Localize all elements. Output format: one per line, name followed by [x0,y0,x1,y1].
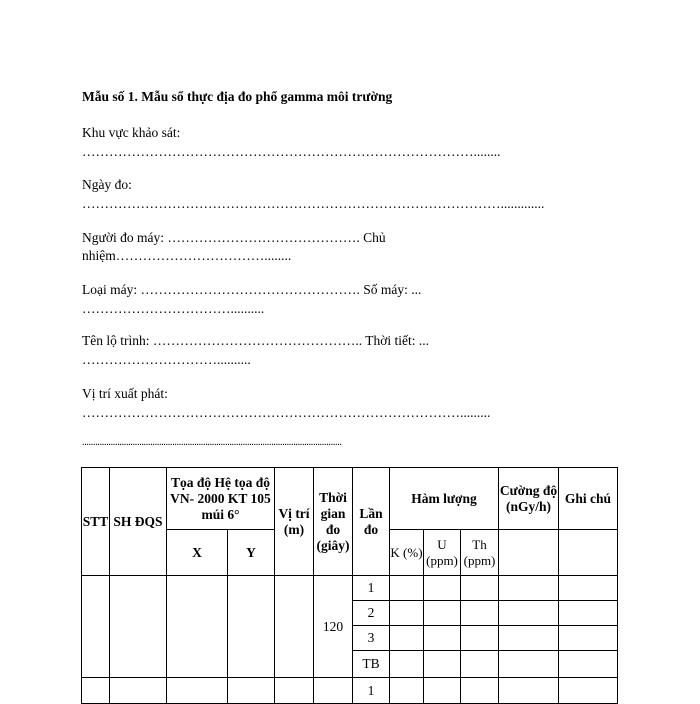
cell-k [390,651,424,678]
cell-th [461,651,499,678]
header-sh-dqs: SH ĐQS [110,468,167,576]
cell-ghi-chu [559,626,618,651]
chu-nhiem-line: nhiệm……………………………........ [82,248,292,263]
cell-stt [82,576,110,678]
vi-tri-label: Vị trí xuất phát: [82,386,168,401]
cell-th [461,576,499,601]
cell-ghi-chu [559,601,618,626]
header-cuong-do: Cường độ (nGy/h) [499,468,559,530]
vi-tri-dots: …………………………………………………………………………......... [82,405,491,420]
cell-k [390,601,424,626]
cell-u [424,626,461,651]
cell-cuong-do [499,651,559,678]
header-ham-luong: Hàm lượng [390,468,499,530]
header-lan-do: Lần đo [353,468,390,576]
cell-thoi-gian: 120 [314,576,353,678]
header-u: U (ppm) [424,530,461,576]
cell-cuong-do [499,626,559,651]
form-title: Mẫu số 1. Mẫu sổ thực địa đo phổ gamma môi trường [82,89,393,104]
cell-ghi-chu [559,651,618,678]
khu-vuc-dots: ……………………………………………………………………………........ [82,144,501,159]
header-x: X [167,530,228,576]
header-ghi-chu: Ghi chú [559,468,618,530]
cell-th [461,626,499,651]
cell-k [390,626,424,651]
cell-vi-tri [275,576,314,678]
cell-cuong-do [499,601,559,626]
cell-lan: 3 [353,626,390,651]
cell-y [228,576,275,678]
header-toa-do: Tọa độ Hệ tọa độ VN- 2000 KT 105 múi 6° [167,468,275,530]
header-ghi-chu-cell [559,530,618,576]
ten-lo-trinh-line: Tên lộ trình: ……………………………………….. Thời tiết: ... [82,333,429,348]
header-k: K (%) [390,530,424,576]
cell-cuong-do [499,576,559,601]
measurement-table [81,467,618,704]
cell-lan: 1 [353,678,390,704]
khu-vuc-label: Khu vực khảo sát: [82,125,181,140]
cell-u [424,601,461,626]
cell-ghi-chu [559,576,618,601]
extra-dots-line: ...................................................................................................................... [82,437,342,448]
header-vi-tri: Vị trí (m) [275,468,314,576]
cell-sh-dqs [110,576,167,678]
header-y: Y [228,530,275,576]
header-stt: STT [82,468,110,576]
so-may-dots: …………………………….......... [82,301,265,316]
cell-lan: 1 [353,576,390,601]
cell-k [390,576,424,601]
cell-u [424,576,461,601]
nguoi-do-line: Người đo máy: ……………………………………. Chủ [82,230,386,245]
header-th: Th (ppm) [461,530,499,576]
cell-th [461,601,499,626]
cell-lan: 2 [353,601,390,626]
header-cuong-do-cell [499,530,559,576]
cell-lan: TB [353,651,390,678]
ngay-do-label: Ngày đo: [82,177,132,192]
loai-may-line: Loại máy: …………………………………………. Số máy: ... [82,282,422,297]
header-thoi-gian: Thời gian đo (giây) [314,468,353,576]
cell-x [167,576,228,678]
cell-u [424,651,461,678]
thoi-tiet-dots: ………………………….......... [82,352,251,367]
ngay-do-dots: …………………………………………………………………………………............. [82,196,545,211]
